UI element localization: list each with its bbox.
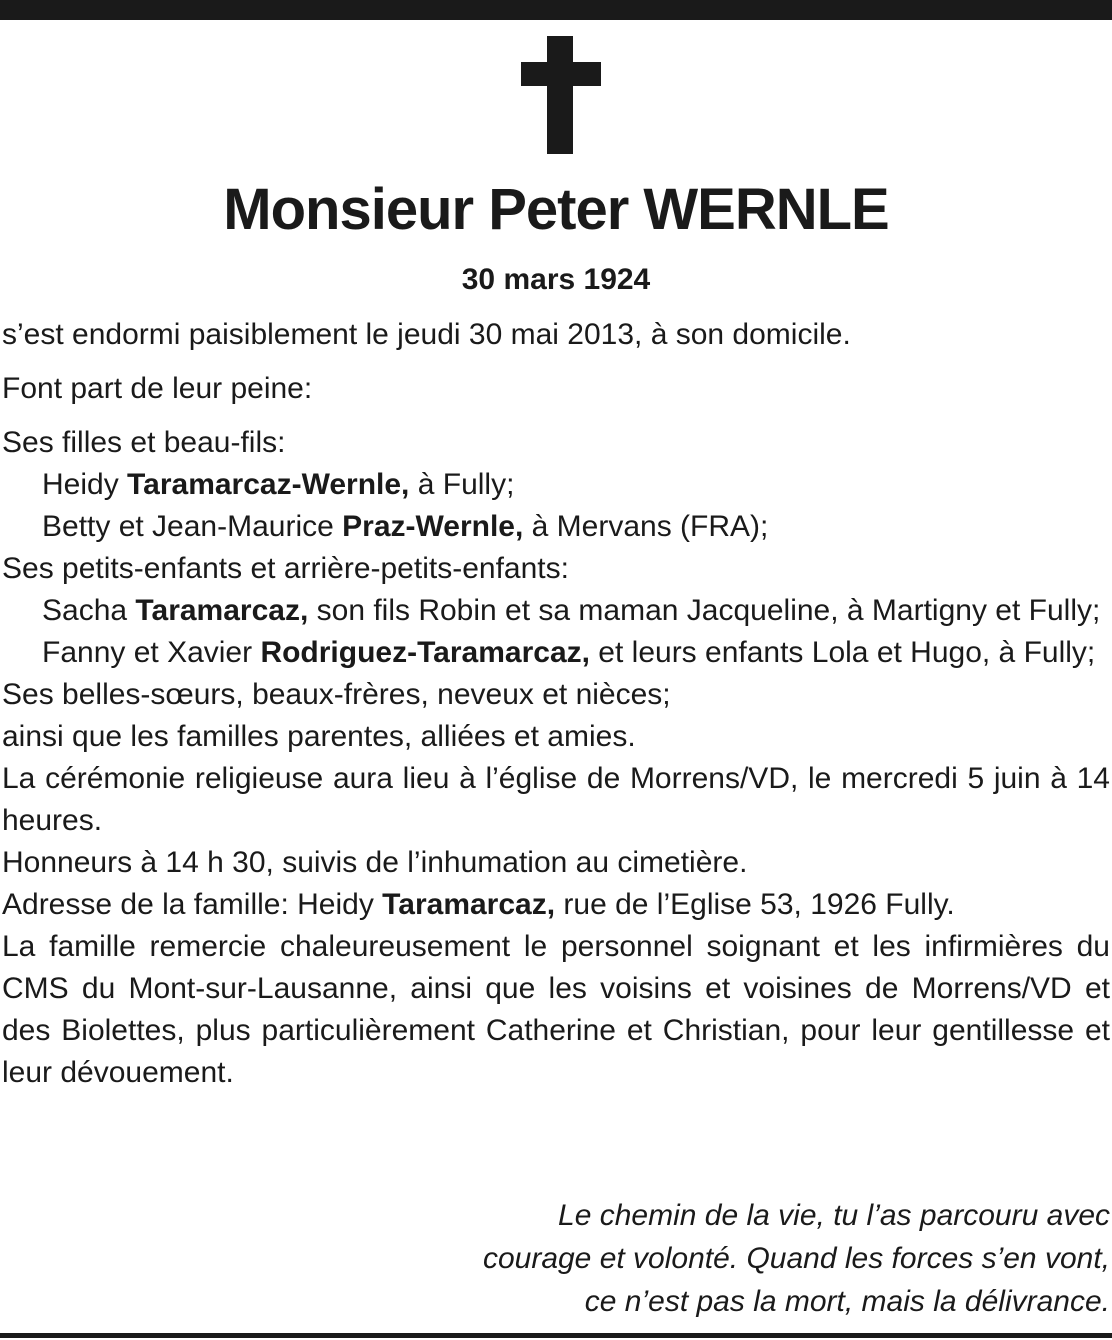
birth-date: 30 mars 1924 xyxy=(461,263,651,296)
poem-line: Le chemin de la vie, tu l’as parcouru avec xyxy=(558,1199,1110,1232)
inlaws-line: Ses belles-sœurs, beaux-frères, neveux et nièces; xyxy=(2,678,671,711)
thanks-paragraph: La famille remercie chaleureusement le personnel soignant et les infirmières du CMS du Mont-sur-Lausanne, ainsi que les voisins et voisines de Morrens/VD et des Biolettes, plus particulièrement Catherine et Christian, pour leur gentillesse et leur dévouement. xyxy=(2,930,1110,1089)
relatives-line: ainsi que les familles parentes, alliées et amies. xyxy=(2,720,636,753)
ceremony-line: La cérémonie religieuse aura lieu à l’église de Morrens/VD, le mercredi 5 juin à 14 heures. xyxy=(2,762,1110,837)
poem-line: courage et volonté. Quand les forces s’en vont, xyxy=(482,1242,1110,1275)
family-member: Sacha Taramarcaz, son fils Robin et sa maman Jacqueline, à Martigny et Fully; xyxy=(42,594,1101,627)
honours-line: Honneurs à 14 h 30, suivis de l’inhumation au cimetière. xyxy=(2,846,748,879)
grandchildren-heading: Ses petits-enfants et arrière-petits-enfants: xyxy=(2,552,569,585)
announce-line: Font part de leur peine: xyxy=(2,372,313,405)
family-member: Betty et Jean-Maurice Praz-Wernle, à Mervans (FRA); xyxy=(42,510,769,543)
closing-poem xyxy=(310,1194,1110,1323)
passing-line: s’est endormi paisiblement le jeudi 30 mai 2013, à son domicile. xyxy=(2,318,851,351)
address-line: Adresse de la famille: Heidy Taramarcaz, rue de l’Eglise 53, 1926 Fully. xyxy=(2,888,955,921)
bottom-rule xyxy=(0,1333,1112,1338)
cross-icon xyxy=(521,36,601,154)
deceased-name: Monsieur Peter WERNLE xyxy=(223,177,889,242)
notice-body xyxy=(2,314,1110,1094)
family-member: Fanny et Xavier Rodriguez-Taramarcaz, et leurs enfants Lola et Hugo, à Fully; xyxy=(42,636,1096,669)
top-rule xyxy=(0,0,1112,20)
family-member: Heidy Taramarcaz-Wernle, à Fully; xyxy=(42,468,515,501)
daughters-heading: Ses filles et beau-fils: xyxy=(2,426,286,459)
poem-line: ce n’est pas la mort, mais la délivrance. xyxy=(584,1285,1110,1318)
